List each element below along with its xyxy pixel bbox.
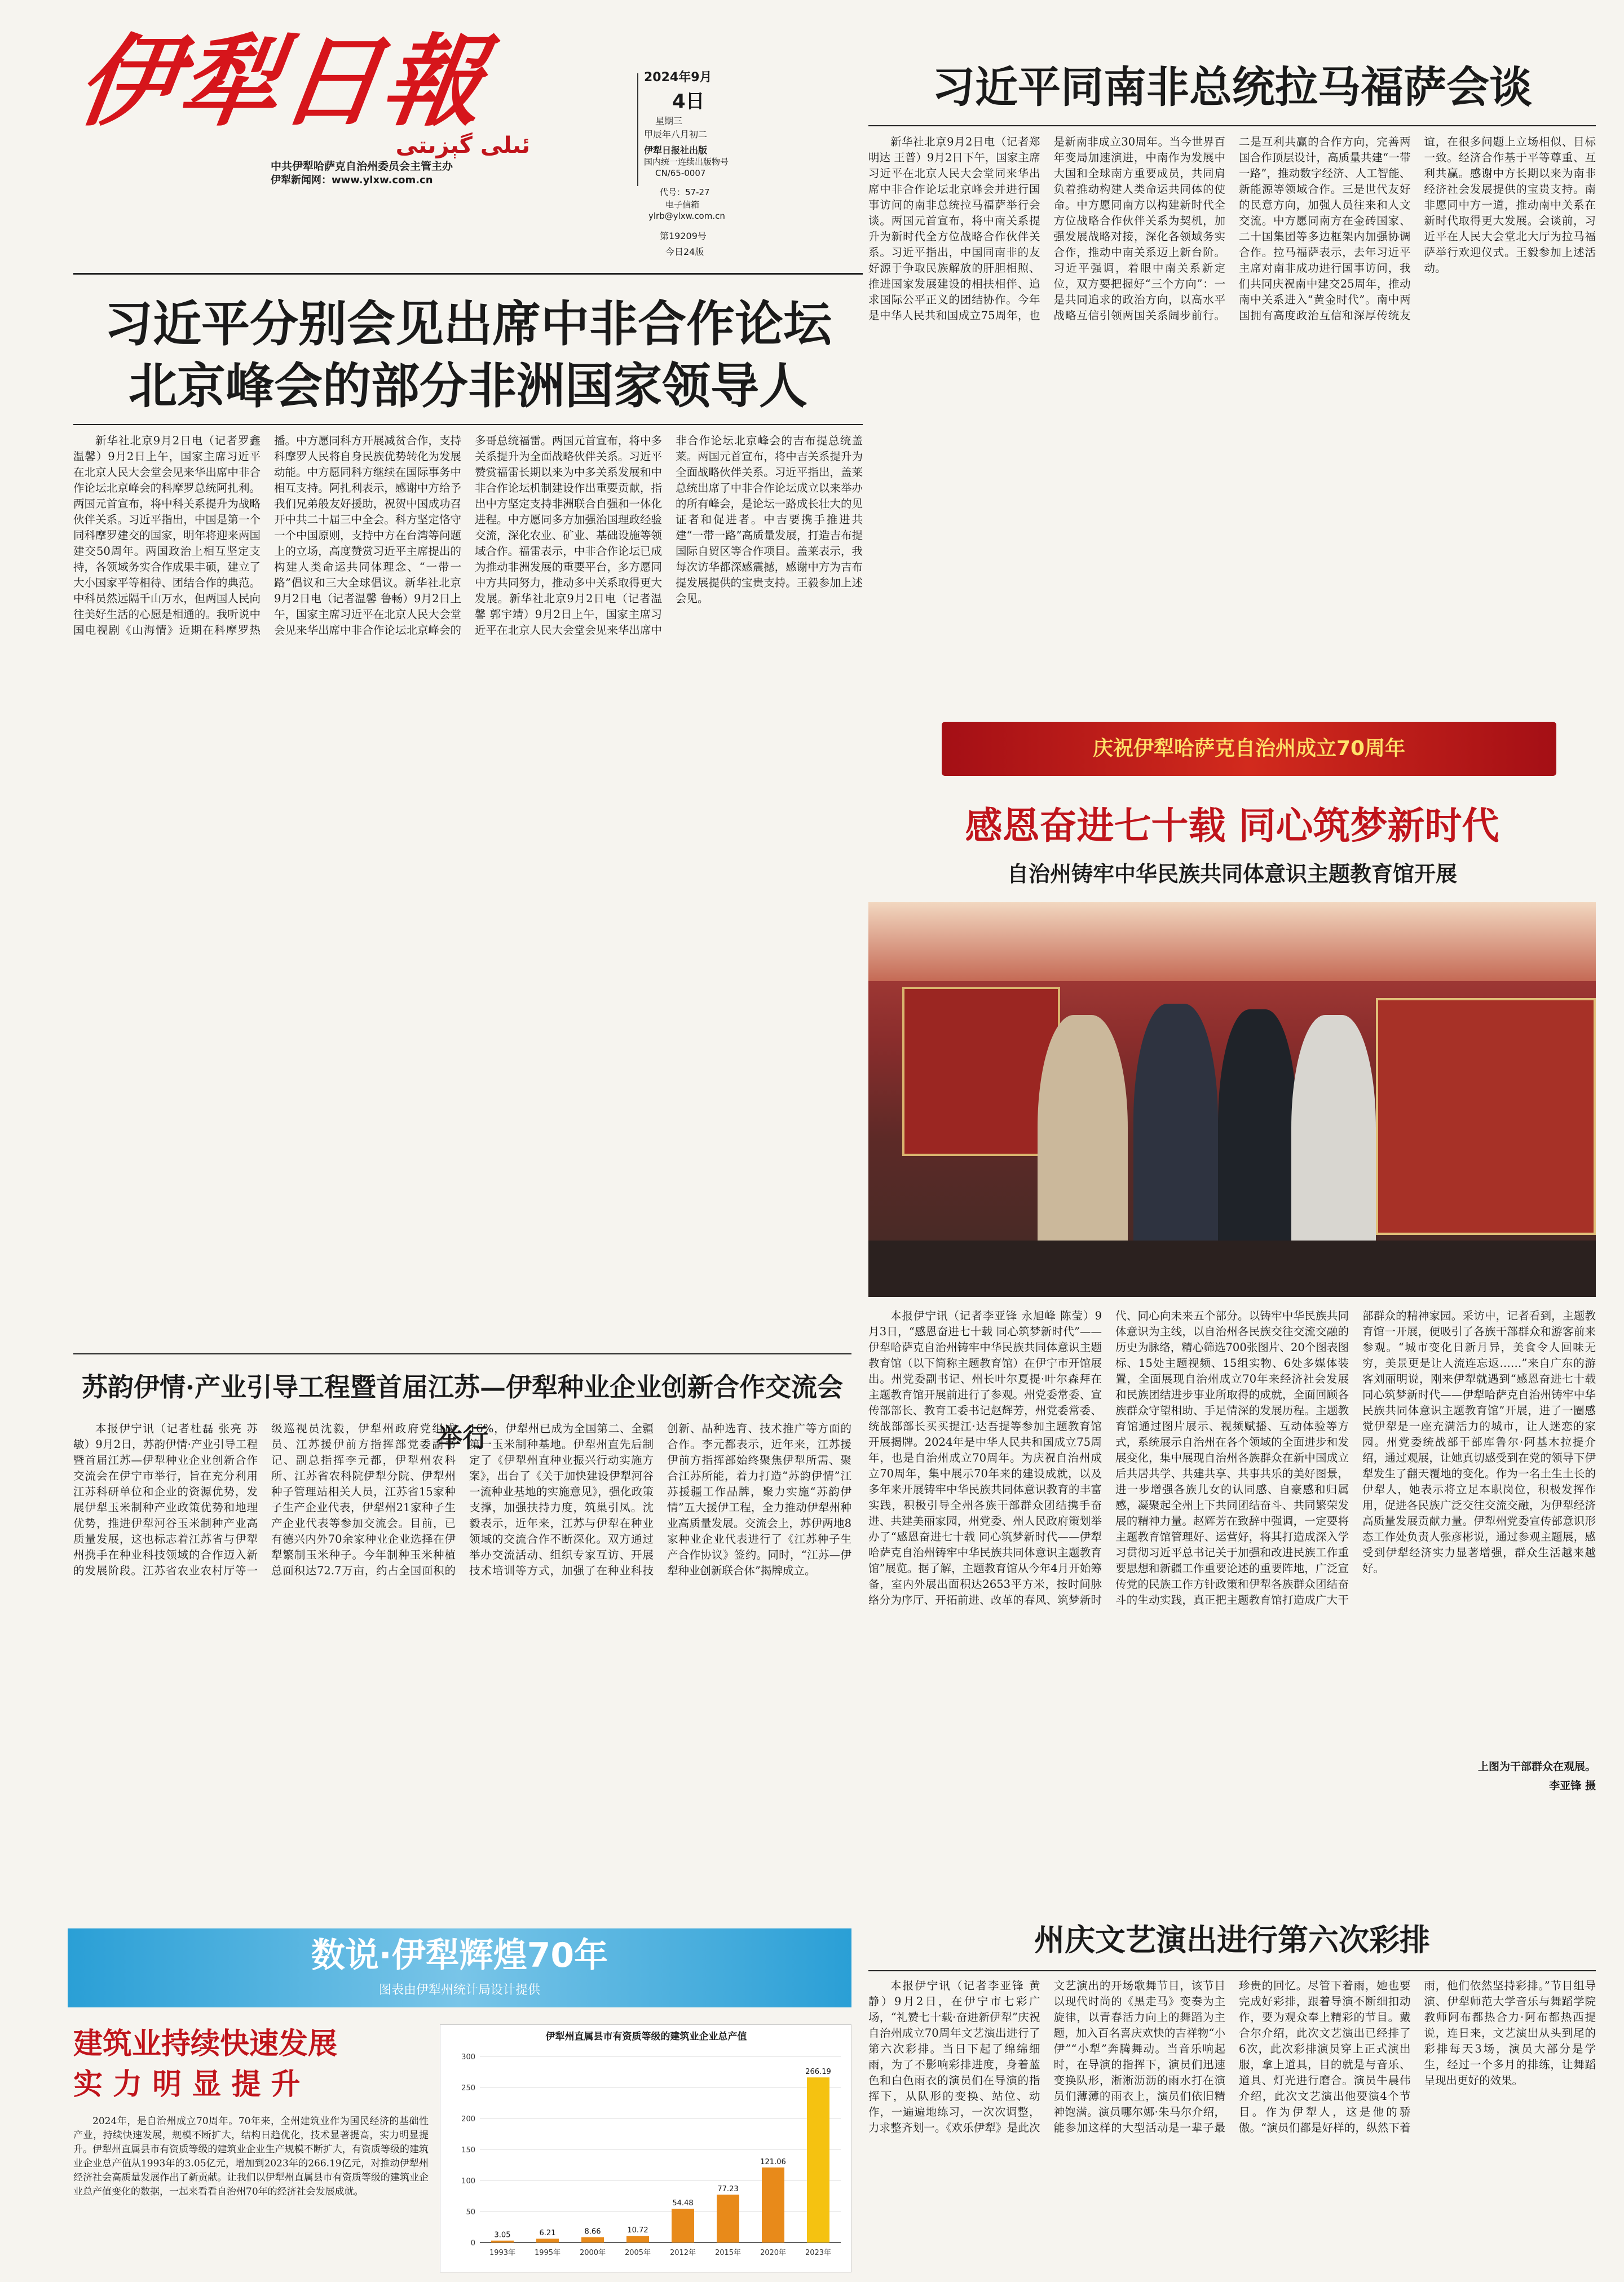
chart-data-label: 266.19 — [805, 2068, 831, 2077]
headline-seed: 苏韵伊情·产业引导工程暨首届江苏—伊犁种业企业创新合作交流会举行 — [81, 1372, 843, 1453]
photo-floor — [868, 1241, 1596, 1297]
chart-x-tick-label: 2023年 — [805, 2249, 832, 2257]
chart-x-tick-label: 2000年 — [579, 2249, 606, 2257]
masthead-bottom-rule — [73, 273, 863, 275]
chart-y-tick-label: 150 — [461, 2146, 475, 2155]
chart-bar — [717, 2195, 739, 2243]
story-main-text: 新华社北京9月2日电（记者罗鑫 温馨）9月2日上午，国家主席习近平在北京人民大会堂会见来华出席中非合作论坛北京峰会的科摩罗总统阿扎利。两国元首宣布，将中科关系提升为战略伙伴关系。习近平指出，中国是第一个同科摩罗建交的国家，明年将迎来两国建交50周年。两国政治上相互坚定支持，各领域务实合作成果丰硕，建立了大小国家平等相待、团结合作的典范。中科员然远隔千山万水，但两国人民向往美好生活的心愿是相通的。我听说中国电视剧《山海情》近期在科摩罗热播。中方愿同科方开展减贫合作，支持科摩罗人民将自身民族优势转化为发展动能。中方愿同科方继续在国际事务中相互支持。阿扎利表示，感谢中方给予我们兄弟般友好援助，祝贺中国成功召开中共二十届三中全会。科方坚定恪守一个中国原则，支持中方在台湾等问题上的立场，高度赞赏习近平主席提出的构建人类命运共同体理念、“一带一路”倡议和三大全球倡议。新华社北京9月2日电（记者温馨 鲁畅）9月2日上午，国家主席习近平在北京人民大会堂会见来华出席中非合作论坛北京峰会的多哥总统福雷。两国元首宣布，将中多关系提升为全面战略伙伴关系。习近平赞赏福雷长期以来为中多关系发展和中非合作论坛机制建设作出重要贡献，指出中方坚定支持非洲联合自强和一体化进程。中方愿同多方加强治国理政经验交流，深化农业、矿业、基础设施等领域合作。福雷表示，中非合作论坛已成为推动非洲发展的重要平台，多方愿同中方共同努力，推动多中关系取得更大发展。新华社北京9月2日电（记者温馨 郭宇靖）9月2日上午，国家主席习近平在北京人民大会堂会见来华出席中非合作论坛北京峰会的吉布提总统盖莱。两国元首宣布，将中吉关系提升为全面战略伙伴关系。习近平指出，盖莱总统出席了中非合作论坛成立以来举办的所有峰会，是论坛一路成长壮大的见证者和促进者。中吉要携手推进共建“一带一路”高质量发展，打造吉布提国际自贸区等合作项目。盖莱表示，我每次访华都深感震撼，感谢中方为吉布提发展提供的宝贵支持。王毅参加上述会见。 — [73, 434, 863, 637]
data-banner — [68, 1928, 851, 2007]
masthead-logo — [70, 23, 541, 140]
chart-y-tick-label: 250 — [461, 2084, 475, 2093]
headline-construction-1: 建筑业持续快速发展 — [73, 2027, 338, 2061]
chart-bar — [762, 2168, 784, 2243]
postal-code: 代号：57-27 — [660, 187, 710, 197]
story-south-africa — [868, 134, 1596, 698]
chart-bar — [807, 2077, 829, 2243]
photo-panel-right — [1376, 998, 1596, 1235]
story-memorial-text: 本报伊宁讯（记者李亚锋 永旭峰 陈莹）9月3日，“感恩奋进七十载 同心筑梦新时代”——伊犁哈萨克自治州铸牢中华民族共同体意识主题教育馆（以下简称主题教育馆）在伊宁市开馆展出。州党委副书记、州长叶尔夏提·叶尔森拜在主题教育馆开展前进行了参观。州党委常委、宣传部部长、教育工委书记赵辉芳，州党委常委、统战部部长买买提江·达吾提等参加主题教育馆开展揭牌。2024年是中华人民共和国成立75周年，也是自治州成立70周年。为庆祝自治州成立70周年，集中展示70年来的建设成就，以及多年来开展铸牢中华民族共同体意识教育的丰富实践，积极引导全州各族干部群众团结携手奋进、共建美丽家园，州党委、州人民政府策划举办了“感恩奋进七十载 同心筑梦新时代——伊犁哈萨克自治州铸牢中华民族共同体意识主题教育馆”展览。据了解，主题教育馆从今年4月开始筹备，室内外展出面积达2653平方米，按时间脉络分为序厅、开拓前进、改革的春风、筑梦新时代、同心向未来五个部分。以铸牢中华民族共同体意识为主线，以自治州各民族交往交流交融的历史为脉络，精心筛选700张图片、20个图表图标、15处主题视频、15组实物、6处多媒体装置，全面展现自治州成立70年来经济社会发展和民族团结进步事业所取得的成就，全面回顾各族群众守望相助、手足情深的发展历程。主题教育馆通过图片展示、视频赋播、互动体验等方式，系统展示自治州在各个领域的全面进步和发展变化，集中展现自治州各族群众在新中国成立后共居共学、共建共享、共事共乐的美好图景，进一步增强各族儿女的认同感、自豪感和归属感，凝聚起全州上下共同团结奋斗、共同繁荣发展的精神力量。赵辉芳在致辞中强调，一定要将主题教育馆管理好、运营好，将其打造成深入学习贯彻习近平总书记关于加强和改进民族工作重要思想和新疆工作重要论述的重要阵地，广泛宣传党的民族工作方针政策和伊犁各族群众团结奋斗的生动实践，真正把主题教育馆打造成广大干部群众的精神家园。采访中，记者看到，主题教育馆一开展，便吸引了各族干部群众和游客前来参观。“城市变化日新月异，美食令人回味无穷，美景更是让人流连忘返……”来自广东的游客刘丽明说，刚来伊犁就遇到“感恩奋进七十载 同心筑梦新时代——伊犁哈萨克自治州铸牢中华民族共同体意识主题教育馆”开展，进了一圈感觉伊犁是一座充满活力的城市，让人迷恋的家园。州党委统战部干部库鲁尔·阿基木拉提介绍，通过观展，让她真切感受到在党的领导下伊犁发生了翻天覆地的变化。作为一名土生土长的伊犁人，她表示将立足本职岗位，积极发挥作用，促进各民族广泛交往交流交融，为伊犁经济高质量发展贡献力量。伊犁州党委宣传部意识形态工作处负责人张彦彬说，通过参观主题展，感受到伊犁经济实力显著增强，群众生活越来越好。 — [868, 1309, 1596, 1606]
headline-construction-2: 实 力 明 显 提 升 — [73, 2068, 301, 2102]
chart-data-label: 121.06 — [760, 2157, 786, 2166]
main-headline-rule — [73, 424, 863, 425]
headline-memorial: 感恩奋进七十载 同心筑梦新时代 — [965, 804, 1499, 848]
chart-bar — [491, 2241, 514, 2243]
chart-construction-output — [440, 2024, 851, 2272]
chart-data-label: 54.48 — [672, 2199, 694, 2208]
headline-art: 州庆文艺演出进行第六次彩排 — [1034, 1922, 1430, 1958]
chart-data-label: 10.72 — [627, 2226, 648, 2235]
masthead-sponsor: 中共伊犁哈萨克自治州委员会主管主办 — [271, 160, 453, 173]
headline-south-africa: 习近平同南非总统拉马福萨会谈 — [932, 62, 1532, 112]
date-lunar: 甲辰年八月初二 — [644, 129, 708, 140]
banner-70th — [942, 722, 1556, 776]
serial-label: 国内统一连续出版物号 — [644, 157, 729, 167]
story-construction — [73, 2115, 429, 2272]
logo-text: 伊犁日報 — [70, 23, 493, 140]
chart-x-tick-label: 2005年 — [624, 2249, 651, 2257]
chart-y-tick-label: 100 — [461, 2177, 475, 2186]
ili-top-rule — [73, 1353, 851, 1354]
chart-data-label: 6.21 — [539, 2229, 556, 2238]
data-banner-subtitle: 图表由伊犁州统计局设计提供 — [378, 1983, 540, 1997]
chart-x-tick-label: 2015年 — [714, 2249, 742, 2257]
date-day: 4日 — [672, 90, 705, 113]
chart-y-tick-label: 0 — [470, 2239, 475, 2248]
story-art — [868, 1978, 1596, 2271]
email-label: 电子信箱 — [665, 200, 700, 210]
art-rule — [868, 1970, 1596, 1971]
page-count: 今日24版 — [665, 246, 704, 257]
chart-y-tick-label: 300 — [461, 2053, 475, 2062]
chart-y-tick-label: 50 — [466, 2208, 475, 2217]
chart-title: 伊犁州直属县市有资质等级的建筑业企业总产值 — [545, 2031, 747, 2042]
story-south-africa-text: 新华社北京9月2日电（记者郑明达 王普）9月2日下午，国家主席习近平在北京人民大会堂同来华出席中非合作论坛北京峰会并进行国事访问的南非总统拉马福萨举行会谈。两国元首宣布，将中南关系提升为新时代全方位战略合作伙伴关系。习近平指出，中国同南非的友好源于争取民族解放的肝胆相照、推进国家发展建设的相扶相伴、追求国际公平正义的团结协作。今年是中华人民共和国成立75周年，也是新南非成立30周年。当今世界百年变局加速演进，中南作为发展中大国和全球南方重要成员，共同肩负着推动构建人类命运共同体的使命。中方愿同南方以构建新时代全方位战略合作伙伴关系为契机，加强发展战略对接，深化各领域务实合作，推动中南关系迈上新台阶。习近平强调，着眼中南关系新定位，双方要把握好“三个方向”：一是共同追求的政治方向，以高水平战略互信引领两国关系阔步前行。二是互利共赢的合作方向，完善两国合作顶层设计，高质量共建“一带一路”，推动数字经济、人工智能、新能源等领域合作。三是世代友好的民意方向，加强人员往来和人文交流。中方愿同南方在金砖国家、二十国集团等多边框架内加强协调合作。拉马福萨表示，去年习近平主席对南非成功进行国事访问，我们共同庆祝南中建交25周年，推动南中关系进入“黄金时代”。南中两国拥有高度政治互信和深厚传统友谊，在很多问题上立场相似、目标一致。经济合作基于平等尊重、互利共赢。感谢中方长期以来为南非经济社会发展提供的宝贵支持。南非愿同中方一道，推动南中关系在新时代取得更大发展。会谈前，习近平在人民大会堂北大厅为拉马福萨举行欢迎仪式。王毅参加上述活动。 — [868, 135, 1596, 322]
date-year-month: 2024年9月 — [644, 70, 712, 85]
chart-x-tick-label: 2012年 — [669, 2249, 696, 2257]
photo-exhibition-visitors — [868, 902, 1596, 1297]
chart-x-tick-label: 1995年 — [534, 2249, 561, 2257]
banner-70th-text: 庆祝伊犁哈萨克自治州成立70周年 — [1092, 737, 1406, 760]
story-memorial — [868, 1308, 1596, 1804]
data-banner-title: 数说·伊犁辉煌70年 — [311, 1936, 608, 1975]
chart-x-tick-label: 2020年 — [760, 2249, 787, 2257]
chart-y-tick-label: 200 — [461, 2115, 475, 2124]
chart-bar — [536, 2239, 559, 2243]
chart-bar — [672, 2209, 694, 2243]
masthead-datebox-2 — [643, 186, 857, 271]
story-main — [73, 433, 863, 1347]
chart-bar — [581, 2237, 604, 2243]
logo-uyghur: ئىلى گېزىتى — [395, 133, 530, 158]
photo-credit: 李亚锋 摄 — [1549, 1780, 1596, 1792]
issue-number: 第19209号 — [660, 231, 707, 241]
photo-ceiling-light — [868, 902, 1596, 981]
photo-caption: 上图为干部群众在观展。 — [1477, 1760, 1596, 1773]
chart-bar — [626, 2236, 649, 2243]
masthead-datebox — [637, 70, 857, 186]
chart-svg — [440, 2045, 852, 2271]
chart-data-label: 77.23 — [717, 2185, 739, 2194]
date-weekday: 星期三 — [655, 116, 683, 126]
story-art-text: 本报伊宁讯（记者李亚锋 黄静）9月2日，在伊宁市七彩广场，“礼赞七十载·奋进新伊犁”庆祝自治州成立70周年文艺演出进行了第六次彩排。当日下起了绵绵细雨，为了不影响彩排进度，身着蓝色和白色雨衣的演员们在导演的指挥下，从队形的变换、站位、动作，一遍遍地练习，一次次调整，力求整齐划一。《欢乐伊犁》是此次文艺演出的开场歌舞节目，该节目以现代时尚的《黑走马》变奏为主旋律，以青春活力向上的舞蹈为主题，加入百名喜庆欢快的吉祥物“小伊”“小犁”奔腾舞动。当音乐响起时，在导演的指挥下，演员们迅速变换队形，淅淅沥沥的雨水打在演员们薄薄的雨衣上，演员们依旧精神饱满。演员哪尔娜·朱马尔介绍，能参加这样的大型活动是一辈子最珍贵的回忆。尽管下着雨，她也要完成好彩排，跟着导演不断细扣动作，要为观众奉上精彩的节目。戴合尔介绍，此次文艺演出已经排了6次，此次彩排演员穿上正式演出服，拿上道具，目的就是与音乐、道具、灯光进行磨合。演员牛晨伟介绍，此次文艺演出他要演4个节目。作为伊犁人，这是他的骄傲。“演员们都是好样的，纵然下着雨，他们依然坚持彩排。”节目组导演、伊犁师范大学音乐与舞蹈学院教师阿布都热合力·阿布都热西提说，连日来，文艺演出从头到尾的彩排每天3场，演员大部分是学生，经过一个多月的排练，让舞蹈呈现出更好的效果。 — [868, 1979, 1596, 2134]
cn-number: CN/65-0007 — [655, 168, 706, 178]
headline-main-1: 习近平分别会见出席中非合作论坛 — [104, 296, 832, 352]
chart-x-tick-label: 1993年 — [489, 2249, 516, 2257]
masthead-website: 伊犁新闻网：www.ylxw.com.cn — [271, 174, 433, 186]
story-construction-text: 2024年，是自治州成立70周年。70年来，全州建筑业作为国民经济的基础性产业，持续快速发展，规模不断扩大，结构日趋优化，技术显著提高，实力明显提升。伊犁州直属县市有资质等级的建筑业企业生产规模不断扩大，有资质等级的建筑业企业总产值从1993年的3.05亿元，增加到2023年的266.19亿元，对推动伊犁州经济社会高质量发展作出了新贡献。让我们以伊犁州直属县市有资质等级的建筑业企业总产值变化的数据，一起来看看自治州70年的经济社会发展成就。 — [73, 2116, 429, 2197]
headline-main-2: 北京峰会的部分非洲国家领导人 — [129, 358, 807, 414]
photo-panel-left — [902, 987, 1060, 1156]
chart-data-label: 8.66 — [584, 2227, 601, 2236]
email: ylrb@ylxw.com.cn — [648, 211, 725, 221]
story-seed-text: 本报伊宁讯（记者杜磊 张亮 苏敏）9月2日，苏韵伊情·产业引导工程暨首届江苏—伊犁种业企业创新合作交流会在伊宁市举行，旨在充分利用江苏科研单位和企业的资源优势，发展伊犁玉米制种产业政策优势和地理优势，推进伊犁河谷玉米制种产业高质量发展，这也标志着江苏省与伊犁州携手在种业科技领域的合作迈入新的发展阶段。江苏省农业农村厅等一级巡视员沈毅，伊犁州政府党组成员、江苏援伊前方指挥部党委副书记、副总指挥李元都，伊犁州农科所、江苏省农科院伊犁分院、伊犁州种子管理站相关人员，江苏省15家种子生产企业代表，伊犁州21家种子生产企业代表等参加交流会。目前，已有德兴内外70余家种业企业选择在伊犁繁制玉米种子。今年制种玉米种植总面积达72.7万亩，约占全国面积的16%，伊犁州已成为全国第二、全疆第一玉米制种基地。伊犁州直先后制定了《伊犁州直种业振兴行动实施方案》，出台了《关于加快建设伊犁河谷一流种业基地的实施意见》，强化政策支撑，加强扶持力度，筑巢引凤。沈毅表示，近年来，江苏与伊犁在种业领域的交流合作不断深化。双方通过举办交流活动、组织专家互访、开展技术培训等方式，加强了在种业科技创新、品种选育、技术推广等方面的合作。李元都表示，近年来，江苏援伊前方指挥部始终聚焦伊犁所需、聚合江苏所能，着力打造“苏韵伊情”江苏援疆工作品牌，聚力实施“苏韵伊情”五大援伊工程，全力推动伊犁州种业高质量发展。交流会上，苏伊两地8家种业企业代表进行了《江苏种子生产合作协议》签约。同时，“江苏—伊犁种业创新联合体”揭牌成立。 — [73, 1422, 851, 1577]
subheadline-memorial: 自治州铸牢中华民族共同体意识主题教育馆开展 — [1007, 861, 1457, 886]
chart-data-label: 3.05 — [494, 2231, 511, 2240]
top-right-rule — [868, 125, 1596, 126]
publisher: 伊犁日报社出版 — [644, 145, 708, 156]
